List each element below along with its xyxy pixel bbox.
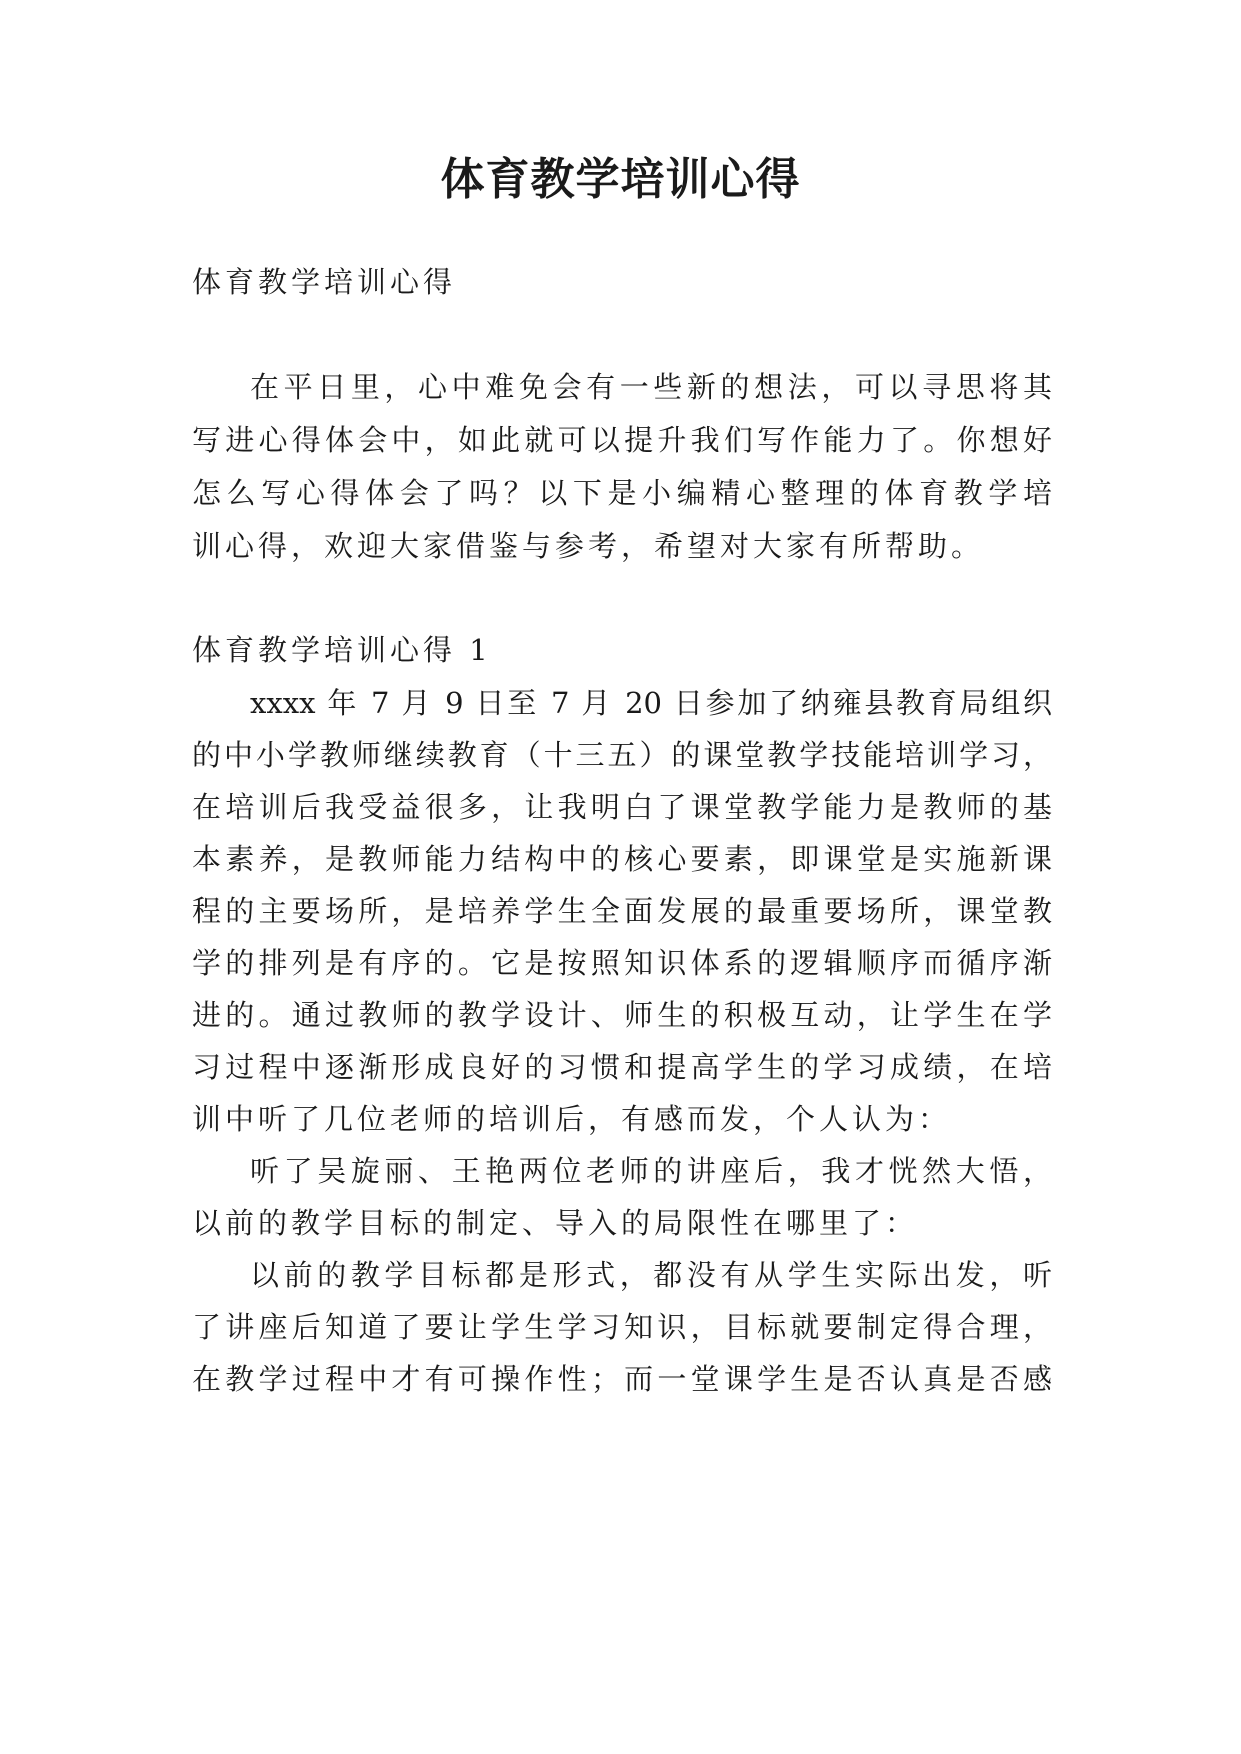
document-subtitle: 体育教学培训心得 xyxy=(192,265,457,299)
body-line: 了讲座后知道了要让学生学习知识，目标就要制定得合理， xyxy=(192,1310,1052,1344)
body-line: 以前的教学目标的制定、导入的局限性在哪里了： xyxy=(192,1206,919,1240)
section-heading: 体育教学培训心得 1 xyxy=(192,633,492,667)
body-line: 的中小学教师继续教育（十三五）的课堂教学技能培训学习， xyxy=(192,738,1052,772)
intro-line: 在平日里，心中难免会有一些新的想法，可以寻思将其 xyxy=(250,370,1052,404)
intro-line: 怎么写心得体会了吗？以下是小编精心整理的体育教学培 xyxy=(192,476,1052,510)
body-line: 在教学过程中才有可操作性；而一堂课学生是否认真是否感 xyxy=(192,1362,1052,1396)
body-line: 训中听了几位老师的培训后，有感而发，个人认为： xyxy=(192,1102,952,1136)
body-line: 学的排列是有序的。它是按照知识体系的逻辑顺序而循序渐 xyxy=(192,946,1052,980)
intro-line: 训心得，欢迎大家借鉴与参考，希望对大家有所帮助。 xyxy=(192,529,985,563)
document-title: 体育教学培训心得 xyxy=(440,154,801,205)
body-line: xxxx 年 7 月 9 日至 7 月 20 日参加了纳雍县教育局组织 xyxy=(250,686,1052,720)
body-line: 习过程中逐渐形成良好的习惯和提高学生的学习成绩，在培 xyxy=(192,1050,1052,1084)
body-line: 在培训后我受益很多，让我明白了课堂教学能力是教师的基 xyxy=(192,790,1052,824)
body-line: 程的主要场所，是培养学生全面发展的最重要场所，课堂教 xyxy=(192,894,1052,928)
intro-line: 写进心得体会中，如此就可以提升我们写作能力了。你想好 xyxy=(192,423,1052,457)
body-line: 听了吴旋丽、王艳两位老师的讲座后，我才恍然大悟， xyxy=(250,1154,1052,1188)
body-line: 以前的教学目标都是形式，都没有从学生实际出发，听 xyxy=(250,1258,1052,1292)
body-line: 本素养，是教师能力结构中的核心要素，即课堂是实施新课 xyxy=(192,842,1052,876)
body-line: 进的。通过教师的教学设计、师生的积极互动，让学生在学 xyxy=(192,998,1052,1032)
